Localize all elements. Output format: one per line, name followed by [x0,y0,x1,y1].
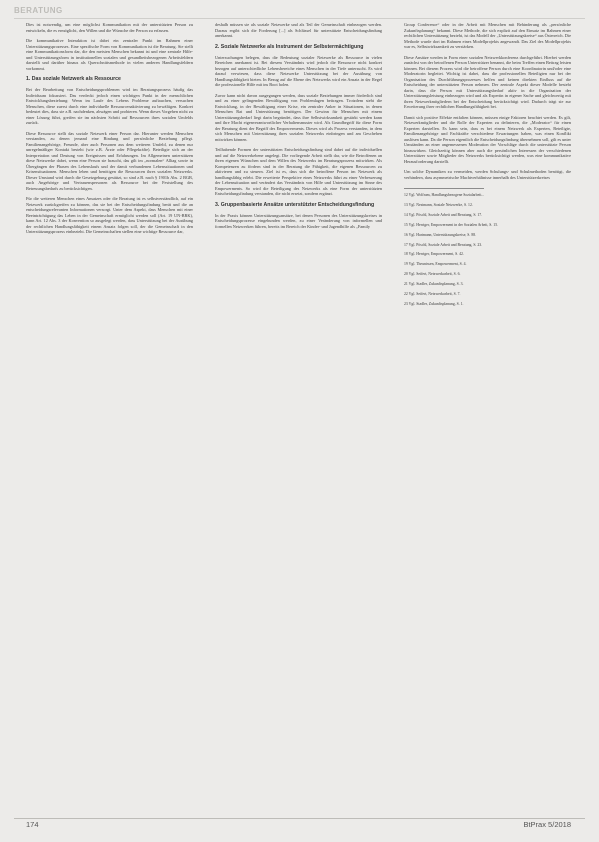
section-heading: 1. Das soziale Netzwerk als Ressource [26,76,121,82]
paragraph: Dies ist notwendig, um eine möglichst Kommunikation mit der unterstützten Person zu entwickeln, die es ermöglicht, den Willen und die Wünsche der Person zu erfassen. [26,22,193,33]
section-heading: 2. Soziale Netzwerke als Instrument der Selbstermächtigung [215,43,364,50]
footnote: 16 Vgl. Hartmann, Unterstützungskreise, S. 88. [404,232,477,237]
text-column-1 [26,22,193,814]
header-rule [14,18,585,19]
paragraph: In der Praxis können Unterstützungsansätze, bei denen Personen des Unterstützungskreises in Entscheidungsprozesse eingebunden werden, zu einer Veränderung von informellen und formellen Netzwerken führen, bereits im Bereich der Kinder- und Jugendhilfe als „Family [215,212,382,229]
paragraph: Group Conference“ oder in der Arbeit mit Menschen mit Behinderung als „persönliche Zukunftsplanung“ bekannt. Diese Methode, die sich explizit auf den Einsatz im Rahmen einer rechtlichen Unterstützung bezieht, ist das Modell der „Unterstützungskreise“ aus Österreich. Die Methode wurde dort im Rahmen eines Modellprojekts angewandt. Das Ziel des Modellprojekts war es, Selbstwirksamkeit zu verstärken. [404,22,571,49]
footnote: 19 Vgl. Theunissen, Empowerment, S. 4. [404,262,467,267]
paragraph: Damit sich positive Effekte entfalten können, müssen einige Faktoren beachtet werden. Es gilt, Netzwerkmitglieder und die Rolle der Experten zu definieren, die „Moderator“ für einen Experten darstellen. Es kann sein, dass es bei einem Netzwerk als Experten, Beteiligte, Familienangehörige und Fachkräfte verschiedene Erwartungen haben, was einen Konflikt auslösen kann. Da die Person eigentlich die Entscheidungsfindung übernehmen soll, gilt es unter Umständen an einer angemessenen Moderation der Vorschläge durch die unterstützte Person hinzuwirken. Gleichzeitig können aber auch die persönlichen Interessen der verschiedenen Unterstützer sowie Mitglieder des Netzwerks berücksichtigt werden, was eine kommunikative Herausforderung darstellt. [404,114,571,164]
paragraph: Diese Ansätze werden in Form einer sozialen Netzwerkkonferenz durchgeführt. Hierbei werden zunächst von der betroffenen Person Unterstützer benannt, die beim Treffen einen Beitrag leisten können. Bei diesem Prozess wird die betroffene Person durch eine Koordinatorin und/oder eine Moderatorin begleitet. Wichtig ist dabei, dass die professionellen Beteiligten nur bei der Organisation des Durchführungsprozesses helfen und keinen direkten Einfluss auf die Entscheidung der unterstützten Person nehmen. Der zentrale Aspekt dieser Modelle besteht darin, dass die Person mit Unterstützungsbedarf aktiv in die Organisation der Unterstützungsleistung einbezogen wird und als Expertin in eigener Sache und gleichwertig mit ihren Netzwerkmitgliedern bei der Entscheidung berücksichtigt wird. Dadurch trägt sie zur Erweiterung ihrer rechtlichen Handlungsfähigkeit bei. [404,54,571,109]
paragraph: Für die weiteren Menschen eines Ansatzes oder die Beratung ist es selbstverständlich, auf ein Netzwerk zurückgreifen zu können, das sie bei der Entscheidungsfindung berät und die an entscheidungsrelevanten Informationen versorgt. Unter dem Aspekt, dass Menschen mit einer Beeinträchtigung das Leben in der Gemeinschaft ermöglicht werden soll (Art. 19 UN-BRK), kann Art. 12 Abs. 3 der Konvention so ausgelegt werden, dass Unterstützung bei der Ausübung der rechtlichen Handlungsfähigkeit einem Ansatz folgen soll, der die Gemeinschaft in den Unterstützungsprozess einbezieht. Die Gemeinschaften stellen eine wichtige Ressource dar, [26,196,193,235]
footnote: 20 Vgl. Seifert, Netzwerkarbeit, S. 6. [404,272,461,277]
footnote: 21 Vgl. Stadler, Zukunftsplanung, S. 3. [404,282,464,287]
text-column-2 [215,22,382,814]
paragraph: Um solche Dynamiken zu vermeiden, werden Schulungs- und Schulmethoden benötigt, die verhindern, dass asymmetrische Machtverhältnisse innerhalb des Unterstützerkreises [404,169,571,180]
footer-rule [14,818,585,819]
footnotes [404,193,571,307]
journal-issue: BtPrax 5/2018 [523,820,571,829]
header-tag: BERATUNG [14,6,63,15]
page-footer [14,818,585,832]
paragraph: deshalb müssen sie als soziale Netzwerke und als Teil der Gemeinschaft einbezogen werden. Daraus ergibt sich die Forderung [...] als Schlüssel für unterstützte Entscheidungsfindung anerkannt. [215,22,382,38]
paragraph: Bei der Bearbeitung von Entscheidungsproblemen wird im Beratungsprozess häufig das Individuum fokussiert. Das verdeckt jedoch einen wichtigen Punkt in der menschlichen Entwicklungsbeziehung: Wenn im Laufe des Lebens Probleme auftauchen, versuchen Menschen, diese zuerst durch eine individuelle Ressourcenaktivierung zu bewältigen. Konkret bedeutet dies, dass sie z.B. nachdenken, abwägen und probieren. Wenn dieses Vorgehen nicht zu einer Lösung führt, greifen sie im nächsten Schritt auf Ressourcen ihres sozialen Umfelds zurück. [26,87,193,126]
text-column-3 [404,22,571,814]
paragraph: Zuvor kann nicht davon ausgegangen werden, dass soziale Beziehungen immer förderlich sind und zu einer gelingenden Bewältigung von Problemlagen beitragen. Trotzdem steht die Entwicklung, in der Bewältigung einer Krise, ein zentraler Anker in Situationen, in denen Menschen Rat und Unterstützung benötigen. Der Gewinn für Menschen mit einem Unterstützungsbedarf liegt darin begründet, dass ihre Selbstwirksamkeit gestärkt werden kann und ihre Macht eigenverantwortlicher Verhaltensmuster wird. Als Grundbegriff für diese Form der Beratung dient der Begriff des Empowerments. Dieses wird als Prozess verstanden, in dem sich Menschen mit Unterstützung ihres sozialen Netzwerks einbringen und am Geschehen mitwirken können. [215,92,382,142]
footnote-rule [404,188,484,189]
paragraph: Diese Ressource stellt das soziale Netzwerk einer Person dar. Hierunter werden Menschen verstanden, zu denen jemand eine Bindung und persönliche Beziehung pflegt. Familienangehörige, Freunde, aber auch Personen aus dem weiteren Umfeld, zu denen nur unregelmäßiger Kontakt besteht (wie z.B. Ärzte oder Pflegekräfte). Beteiligte sich an der Interpretation und Deutung von Ereignissen und Erfahrungen. Im Allgemeinen unterstützen diese Netzwerke dabei, wenn eine Person sie braucht, das gilt im „normalen“ Alltag sowie in Übergängen der Phasen des Lebenslaufs und der damit verbundenen Lebenssituationen und Krisensituationen. Menschen leben und benötigen die Ressourcen ihres sozialen Netzwerks. Dieser Umstand wird durch die Gesetzgebung gestützt, so sind z.B. nach § 1901b Abs. 2 BGB, auch Angehörige und Vertrauenspersonen als Ressource bei der Feststellung des Betreuungsbedarfs zu berücksichtigen. [26,130,193,191]
page-number: 174 [26,820,39,829]
paragraph: Untersuchungen belegen, dass die Bedeutung sozialer Netzwerke als Ressource in vielen Bereichen anerkannt ist. Bei diesem Verständnis wird jedoch die Ressource nicht konkret bezogen auf unterschiedliche Lebensbereiche eines Menschen in der Tiefe untersucht. Es wird darauf verwiesen, dass diese Netzwerke Unterstützung bei der Ausübung von Handlungsfähigkeit bieten. In Bezug auf die Ebene des Netzwerks wird ein Ansatz in der Regel die professionelle Hilfe mit ins Boot holen. [215,54,382,88]
paragraph: Teilhabende Formen der unterstützten Entscheidungsfindung sind dabei auf die individuellen und auf die Netzwerkebene angelegt. Die vorliegende Arbeit stellt dar, wie die Betroffenen an ihren eigenen Wünschen und dem Willen des Netzwerks im Beratungsprozess mitwirken. Als Kompetenzen zu fördern sind in der Beratung die Fähigkeit, die eigenen Ressourcen zu aktivieren und zu steuern. Ziel ist es, dass sich die betroffene Person im Netzwerk als handlungsfähig erlebt. Die erweiterte Perspektive eines Netzwerks führt zu einer Verbesserung der Lebenssituation und verändert das Verständnis von Hilfe und Unterstützung im Sinne des Empowerments. So wird die Beteiligung des Netzwerks als eine Form der unterstützten Entscheidungsfindung verstanden, die nicht ersetzt, sondern ergänzt. [215,147,382,197]
footnote: 13 Vgl. Nestmann, Soziale Netzwerke, S. 12. [404,202,473,207]
footnote: 18 Vgl. Herriger, Empowerment, S. 42. [404,252,464,257]
footnote: 14 Vgl. Pöschl, Soziale Arbeit und Beratung, S. 17. [404,212,483,217]
footnote: 17 Vgl. Pöschl, Soziale Arbeit und Beratung, S. 23. [404,242,483,247]
footnote: 12 Vgl. Wolfram, Handlungsbezogene Sozialarbeit... [404,193,485,197]
footnote: 15 Vgl. Herriger, Empowerment in der Sozialen Arbeit, S. 15. [404,222,499,227]
paragraph: Die kommunikative Interaktion ist dabei ein zentraler Punkt im Rahmen einer Unterstützungsprozesses. Eine spezifische Form von Kommunikation ist die Beratung. Sie stellt eine Kommunikationsform dar, die den meisten Menschen bekannt ist und eine zentrale Hilfe- und Unterstützungsform in institutionellen sozialen und gesundheitsbezogenen Arbeitsfeldern darstellt und darüber hinaus als Querschnittsmethode in vielen anderen Handlungsfeldern vorkommt. [26,38,193,71]
section-heading: 3. Gruppenbasierte Ansätze unterstützter Entscheidungsfindung [215,201,375,208]
footnote: 22 Vgl. Seifert, Netzwerkarbeit, S. 7. [404,292,461,297]
footnote: 23 Vgl. Stadler, Zukunftsplanung, S. 1. [404,301,464,306]
